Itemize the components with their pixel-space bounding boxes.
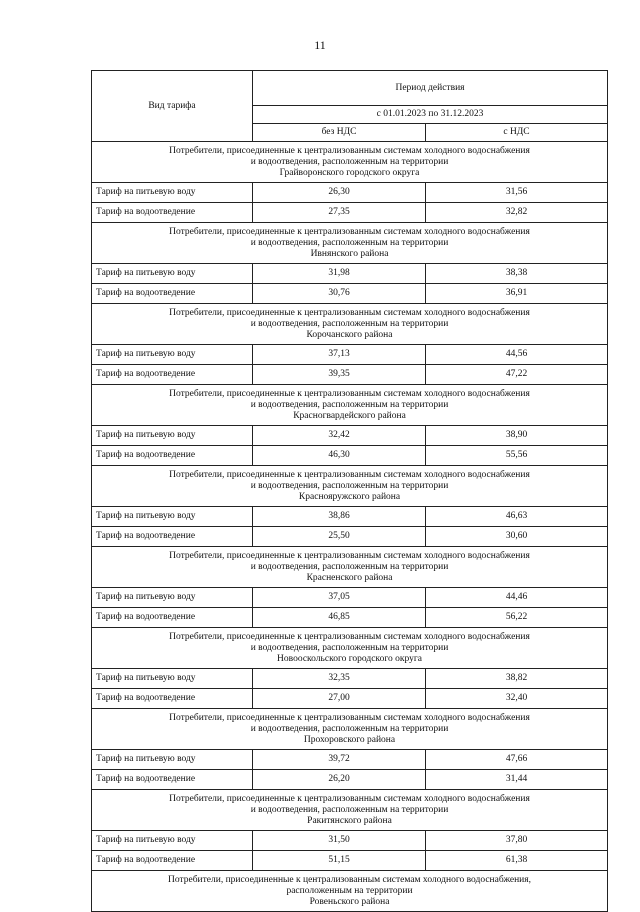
- header-row: [92, 71, 608, 106]
- tariff-row: [92, 426, 608, 446]
- tariff-value-without-vat: 31,50: [253, 831, 426, 851]
- region-heading-line: и водоотведения, расположенным на территории: [250, 318, 449, 329]
- without-vat-header: без НДС: [253, 124, 426, 142]
- region-heading-line: Потребители, присоединенные к централизованным системам холодного водоснабжения: [169, 631, 530, 642]
- region-row: [92, 790, 608, 831]
- tariff-value-with-vat: 30,60: [426, 527, 608, 547]
- tariff-row: [92, 365, 608, 385]
- region-heading-line: Потребители, присоединенные к централизованным системам холодного водоснабжения: [169, 307, 530, 318]
- region-heading-line: Прохоровского района: [303, 734, 396, 745]
- region-heading-line: Потребители, присоединенные к централизованным системам холодного водоснабжения: [169, 712, 530, 723]
- tariff-value-with-vat: 38,82: [426, 669, 608, 689]
- region-heading: [92, 142, 608, 183]
- tariff-label: Тариф на водоотведение: [92, 770, 253, 790]
- region-row: [92, 304, 608, 345]
- region-heading: [92, 871, 608, 912]
- region-heading-line: Новооскольского городского округа: [277, 653, 422, 664]
- tariff-value-with-vat: 55,56: [426, 446, 608, 466]
- tariff-row: [92, 507, 608, 527]
- tariff-label: Тариф на водоотведение: [92, 446, 253, 466]
- tariff-label: Тариф на питьевую воду: [92, 588, 253, 608]
- region-heading-line: Ровеньского района: [309, 896, 390, 907]
- tariff-label: Тариф на питьевую воду: [92, 750, 253, 770]
- region-heading-line: и водоотведения, расположенным на территории: [250, 399, 449, 410]
- tariff-value-without-vat: 39,35: [253, 365, 426, 385]
- tariff-value-without-vat: 46,85: [253, 608, 426, 628]
- tariff-label: Тариф на питьевую воду: [92, 183, 253, 203]
- with-vat-header: с НДС: [426, 124, 608, 142]
- tariff-label: Тариф на водоотведение: [92, 608, 253, 628]
- tariff-row: [92, 264, 608, 284]
- tariff-value-without-vat: 26,20: [253, 770, 426, 790]
- region-heading-line: Красногвардейского района: [293, 410, 406, 421]
- tariff-value-with-vat: 47,66: [426, 750, 608, 770]
- tariff-table: [91, 70, 608, 912]
- tariff-value-without-vat: 46,30: [253, 446, 426, 466]
- tariff-value-without-vat: 32,42: [253, 426, 426, 446]
- region-heading-line: Потребители, присоединенные к централизованным системам холодного водоснабжения: [169, 226, 530, 237]
- tariff-row: [92, 345, 608, 365]
- region-heading-line: Потребители, присоединенные к централизованным системам холодного водоснабжения: [169, 469, 530, 480]
- region-heading-line: Красненского района: [306, 572, 393, 583]
- tariff-row: [92, 669, 608, 689]
- region-heading-line: и водоотведения, расположенным на территории: [250, 561, 449, 572]
- tariff-type-header: Вид тарифа: [92, 71, 253, 142]
- tariff-label: Тариф на водоотведение: [92, 851, 253, 871]
- tariff-value-without-vat: 38,86: [253, 507, 426, 527]
- region-heading: [92, 385, 608, 426]
- tariff-value-without-vat: 37,05: [253, 588, 426, 608]
- tariff-label: Тариф на питьевую воду: [92, 831, 253, 851]
- region-heading-line: и водоотведения, расположенным на территории: [250, 804, 449, 815]
- region-row: [92, 709, 608, 750]
- region-row: [92, 142, 608, 183]
- region-heading-line: Потребители, присоединенные к централизованным системам холодного водоснабжения,: [167, 874, 532, 885]
- region-heading-line: Ивнянского района: [310, 248, 389, 259]
- tariff-value-without-vat: 30,76: [253, 284, 426, 304]
- tariff-label: Тариф на водоотведение: [92, 689, 253, 709]
- region-row: [92, 385, 608, 426]
- tariff-value-without-vat: 27,00: [253, 689, 426, 709]
- tariff-value-without-vat: 25,50: [253, 527, 426, 547]
- region-heading-line: Ракитянского района: [307, 815, 392, 826]
- tariff-label: Тариф на водоотведение: [92, 527, 253, 547]
- tariff-label: Тариф на питьевую воду: [92, 426, 253, 446]
- tariff-row: [92, 770, 608, 790]
- tariff-label: Тариф на питьевую воду: [92, 507, 253, 527]
- tariff-value-with-vat: 46,63: [426, 507, 608, 527]
- tariff-value-without-vat: 27,35: [253, 203, 426, 223]
- tariff-label: Тариф на питьевую воду: [92, 345, 253, 365]
- tariff-value-with-vat: 38,38: [426, 264, 608, 284]
- tariff-value-with-vat: 36,91: [426, 284, 608, 304]
- region-row: [92, 466, 608, 507]
- region-heading: [92, 628, 608, 669]
- region-heading: [92, 304, 608, 345]
- tariff-row: [92, 446, 608, 466]
- period-header: Период действия: [253, 71, 608, 106]
- tariff-value-without-vat: 39,72: [253, 750, 426, 770]
- region-heading-line: Корочанского района: [306, 329, 393, 340]
- region-heading: [92, 547, 608, 588]
- tariff-value-with-vat: 31,44: [426, 770, 608, 790]
- tariff-value-with-vat: 56,22: [426, 608, 608, 628]
- region-row: [92, 223, 608, 264]
- tariff-value-without-vat: 26,30: [253, 183, 426, 203]
- tariff-value-with-vat: 32,82: [426, 203, 608, 223]
- region-heading-line: и водоотведения, расположенным на территории: [250, 723, 449, 734]
- region-heading: [92, 466, 608, 507]
- region-row: [92, 628, 608, 669]
- tariff-label: Тариф на водоотведение: [92, 203, 253, 223]
- tariff-row: [92, 527, 608, 547]
- region-heading-line: и водоотведения, расположенным на территории: [250, 156, 449, 167]
- tariff-row: [92, 588, 608, 608]
- region-heading: [92, 709, 608, 750]
- region-heading-line: Краснояружского района: [298, 491, 401, 502]
- tariff-row: [92, 203, 608, 223]
- region-heading-line: Потребители, присоединенные к централизованным системам холодного водоснабжения: [169, 388, 530, 399]
- region-heading-line: Потребители, присоединенные к централизованным системам холодного водоснабжения: [169, 145, 530, 156]
- tariff-row: [92, 689, 608, 709]
- region-heading: [92, 223, 608, 264]
- tariff-value-without-vat: 37,13: [253, 345, 426, 365]
- region-heading: [92, 790, 608, 831]
- tariff-label: Тариф на питьевую воду: [92, 669, 253, 689]
- tariff-value-without-vat: 31,98: [253, 264, 426, 284]
- tariff-row: [92, 284, 608, 304]
- region-row: [92, 547, 608, 588]
- region-heading-line: и водоотведения, расположенным на территории: [250, 642, 449, 653]
- tariff-row: [92, 831, 608, 851]
- tariff-value-with-vat: 47,22: [426, 365, 608, 385]
- region-heading-line: Грайворонского городского округа: [279, 167, 420, 178]
- region-heading-line: расположенным на территории: [286, 885, 413, 896]
- region-heading-line: и водоотведения, расположенным на территории: [250, 480, 449, 491]
- tariff-value-with-vat: 61,38: [426, 851, 608, 871]
- period-dates: с 01.01.2023 по 31.12.2023: [253, 106, 608, 124]
- region-heading-line: Потребители, присоединенные к централизованным системам холодного водоснабжения: [169, 793, 530, 804]
- tariff-row: [92, 608, 608, 628]
- tariff-row: [92, 183, 608, 203]
- tariff-value-with-vat: 32,40: [426, 689, 608, 709]
- region-heading-line: и водоотведения, расположенным на территории: [250, 237, 449, 248]
- tariff-label: Тариф на питьевую воду: [92, 264, 253, 284]
- tariff-label: Тариф на водоотведение: [92, 365, 253, 385]
- region-row: [92, 871, 608, 912]
- tariff-label: Тариф на водоотведение: [92, 284, 253, 304]
- tariff-value-without-vat: 51,15: [253, 851, 426, 871]
- tariff-value-without-vat: 32,35: [253, 669, 426, 689]
- tariff-row: [92, 851, 608, 871]
- tariff-value-with-vat: 38,90: [426, 426, 608, 446]
- page-number: 11: [314, 38, 326, 52]
- tariff-row: [92, 750, 608, 770]
- region-heading-line: Потребители, присоединенные к централизованным системам холодного водоснабжения: [169, 550, 530, 561]
- tariff-value-with-vat: 44,56: [426, 345, 608, 365]
- tariff-value-with-vat: 44,46: [426, 588, 608, 608]
- tariff-value-with-vat: 37,80: [426, 831, 608, 851]
- tariff-value-with-vat: 31,56: [426, 183, 608, 203]
